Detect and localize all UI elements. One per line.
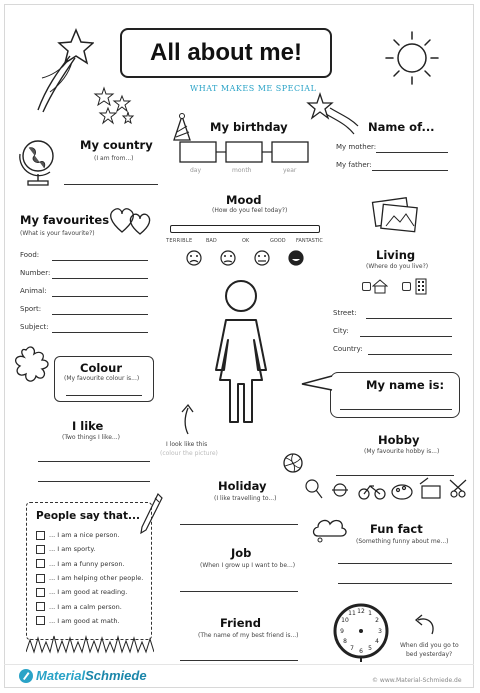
checkbox[interactable] xyxy=(36,531,45,540)
name-of-heading: Name of... xyxy=(368,120,435,134)
father-label: My father: xyxy=(336,161,372,169)
bed-question-2: bed yesterday? xyxy=(406,651,453,658)
i-like-answer-line-2[interactable] xyxy=(38,481,150,482)
favourite-subject-line[interactable] xyxy=(52,332,148,333)
pencil-icon xyxy=(138,492,164,536)
father-answer-line[interactable] xyxy=(372,170,448,171)
svg-text:2: 2 xyxy=(375,617,379,624)
mood-terrible-label: TERRIBLE xyxy=(166,238,193,244)
clock-icon[interactable] xyxy=(330,600,392,664)
svg-text:1: 1 xyxy=(368,610,372,617)
svg-text:11: 11 xyxy=(348,610,356,617)
bed-question: When did you go to xyxy=(400,642,459,649)
favourite-sport-label: Sport: xyxy=(20,305,42,313)
svg-text:7: 7 xyxy=(350,645,354,652)
checkbox[interactable] xyxy=(36,559,45,568)
holiday-heading: Holiday xyxy=(218,479,267,493)
sun-icon xyxy=(382,28,442,88)
friend-heading: Friend xyxy=(220,616,261,630)
page-subtitle: WHAT MAKES ME SPECIAL xyxy=(190,84,317,93)
favourite-food-label: Food: xyxy=(20,251,40,259)
colour-heading: Colour xyxy=(80,361,123,375)
people-say-list xyxy=(36,528,143,628)
people-say-heading: People say that... xyxy=(36,510,141,522)
photos-icon xyxy=(368,196,422,236)
look-caption-note: (colour the picture) xyxy=(160,450,218,457)
mother-answer-line[interactable] xyxy=(376,152,448,153)
svg-text:9: 9 xyxy=(340,628,344,635)
favourite-subject-label: Subject: xyxy=(20,323,49,331)
list-item[interactable]: ... I am a funny person. xyxy=(36,557,143,571)
list-item[interactable]: ... I am a calm person. xyxy=(36,599,143,613)
hobby-heading: Hobby xyxy=(378,433,420,447)
checkbox[interactable] xyxy=(36,574,45,583)
cloud-icon xyxy=(310,514,350,544)
holiday-answer-line[interactable] xyxy=(180,524,298,525)
city-answer-line[interactable] xyxy=(360,336,452,337)
colour-hint: (My favourite colour is...) xyxy=(64,375,140,382)
curved-arrow-icon xyxy=(408,612,438,640)
magic-wand-icon xyxy=(28,26,94,116)
stars-icon xyxy=(92,86,138,128)
i-like-hint: (Two things I like...) xyxy=(62,434,120,441)
fun-fact-answer-line-1[interactable] xyxy=(338,563,452,564)
mood-fantastic-label: FANTASTIC xyxy=(296,238,323,244)
favourite-animal-line[interactable] xyxy=(52,296,148,297)
favourite-number-line[interactable] xyxy=(52,278,148,279)
checkbox[interactable] xyxy=(36,545,45,554)
birthday-boxes[interactable] xyxy=(176,138,314,166)
favourites-hint: (What is your favourite?) xyxy=(20,230,95,237)
list-item[interactable]: ... I am a nice person. xyxy=(36,528,143,542)
country-heading: My country xyxy=(80,138,153,152)
living-hint: (Where do you live?) xyxy=(366,263,429,270)
mood-scale-bar[interactable] xyxy=(170,225,320,233)
street-label: Street: xyxy=(333,309,357,317)
hobby-icons xyxy=(302,476,472,504)
hobby-hint: (My favourite hobby is...) xyxy=(364,448,440,455)
list-item[interactable]: ... I am good at reading. xyxy=(36,585,143,599)
page-title: All about me! xyxy=(149,39,302,66)
my-name-heading: My name is: xyxy=(366,378,445,392)
birthday-day-label: day xyxy=(190,167,202,174)
city-label: City: xyxy=(333,327,349,335)
mood-good-label: GOOD xyxy=(270,238,286,244)
friend-hint: (The name of my best friend is...) xyxy=(198,632,299,639)
hearts-icon xyxy=(106,202,156,238)
brand-logo[interactable]: MaterialSchmiede xyxy=(36,668,147,683)
svg-text:10: 10 xyxy=(341,617,349,624)
copyright: © www.Material-Schmiede.de xyxy=(372,677,462,684)
country-answer-line[interactable] xyxy=(64,184,158,185)
volleyball-icon xyxy=(282,452,304,474)
checkbox[interactable] xyxy=(36,616,45,625)
grass-icon xyxy=(26,632,154,654)
fun-fact-answer-line-2[interactable] xyxy=(338,583,452,584)
favourite-animal-label: Animal: xyxy=(20,287,47,295)
svg-text:4: 4 xyxy=(375,638,379,645)
friend-answer-line[interactable] xyxy=(180,660,298,661)
favourite-food-line[interactable] xyxy=(52,260,148,261)
checkbox[interactable] xyxy=(36,602,45,611)
holiday-hint: (I like travelling to...) xyxy=(214,495,277,502)
i-like-answer-line-1[interactable] xyxy=(38,461,150,462)
fun-fact-hint: (Something funny about me...) xyxy=(356,538,449,545)
list-item[interactable]: ... I am sporty. xyxy=(36,542,143,556)
favourite-sport-line[interactable] xyxy=(52,314,148,315)
building-checkbox[interactable] xyxy=(402,282,411,291)
birthday-month-label: month xyxy=(232,167,252,174)
favourite-number-label: Number: xyxy=(20,269,51,277)
job-heading: Job xyxy=(231,546,252,560)
job-hint: (When I grow up I want to be...) xyxy=(200,562,296,569)
arrow-icon xyxy=(178,402,198,436)
mood-hint: (How do you feel today?) xyxy=(212,207,288,214)
shooting-star-icon xyxy=(304,90,360,140)
paint-splash-icon xyxy=(12,342,56,388)
look-caption: I look like this xyxy=(166,441,208,448)
svg-text:5: 5 xyxy=(368,645,372,652)
job-answer-line[interactable] xyxy=(180,591,298,592)
fun-fact-heading: Fun fact xyxy=(370,522,423,536)
birthday-heading: My birthday xyxy=(210,120,288,134)
globe-icon xyxy=(16,134,58,190)
list-item[interactable]: ... I am good at math. xyxy=(36,614,143,628)
speech-tail xyxy=(300,374,334,394)
birthday-year-label: year xyxy=(283,167,297,174)
my-name-answer-line[interactable] xyxy=(340,409,452,410)
person-outline-icon[interactable] xyxy=(204,274,278,430)
country-hint: (I am from...) xyxy=(94,155,134,162)
country-field-label: Country: xyxy=(333,345,363,353)
house-checkbox[interactable] xyxy=(362,282,371,291)
mood-heading: Mood xyxy=(226,193,262,207)
checkbox[interactable] xyxy=(36,588,45,597)
fantastic-face-icon[interactable] xyxy=(287,248,307,268)
svg-text:6: 6 xyxy=(359,648,363,655)
living-heading: Living xyxy=(376,248,416,262)
building-icon xyxy=(414,278,428,296)
pencil-logo-icon xyxy=(18,668,34,684)
house-icon xyxy=(372,279,388,295)
colour-answer-line[interactable] xyxy=(66,395,142,396)
mood-bad-label: BAD xyxy=(206,238,217,244)
title-banner xyxy=(120,28,332,78)
svg-text:8: 8 xyxy=(343,638,347,645)
street-answer-line[interactable] xyxy=(366,318,452,319)
mother-label: My mother: xyxy=(336,143,377,151)
i-like-heading: I like xyxy=(72,419,104,433)
svg-text:3: 3 xyxy=(378,628,382,635)
list-item[interactable]: ... I am helping other people. xyxy=(36,571,143,585)
living-country-answer-line[interactable] xyxy=(368,354,452,355)
mood-ok-label: OK xyxy=(242,238,250,244)
favourites-heading: My favourites xyxy=(20,213,110,227)
svg-text:12: 12 xyxy=(357,608,365,615)
